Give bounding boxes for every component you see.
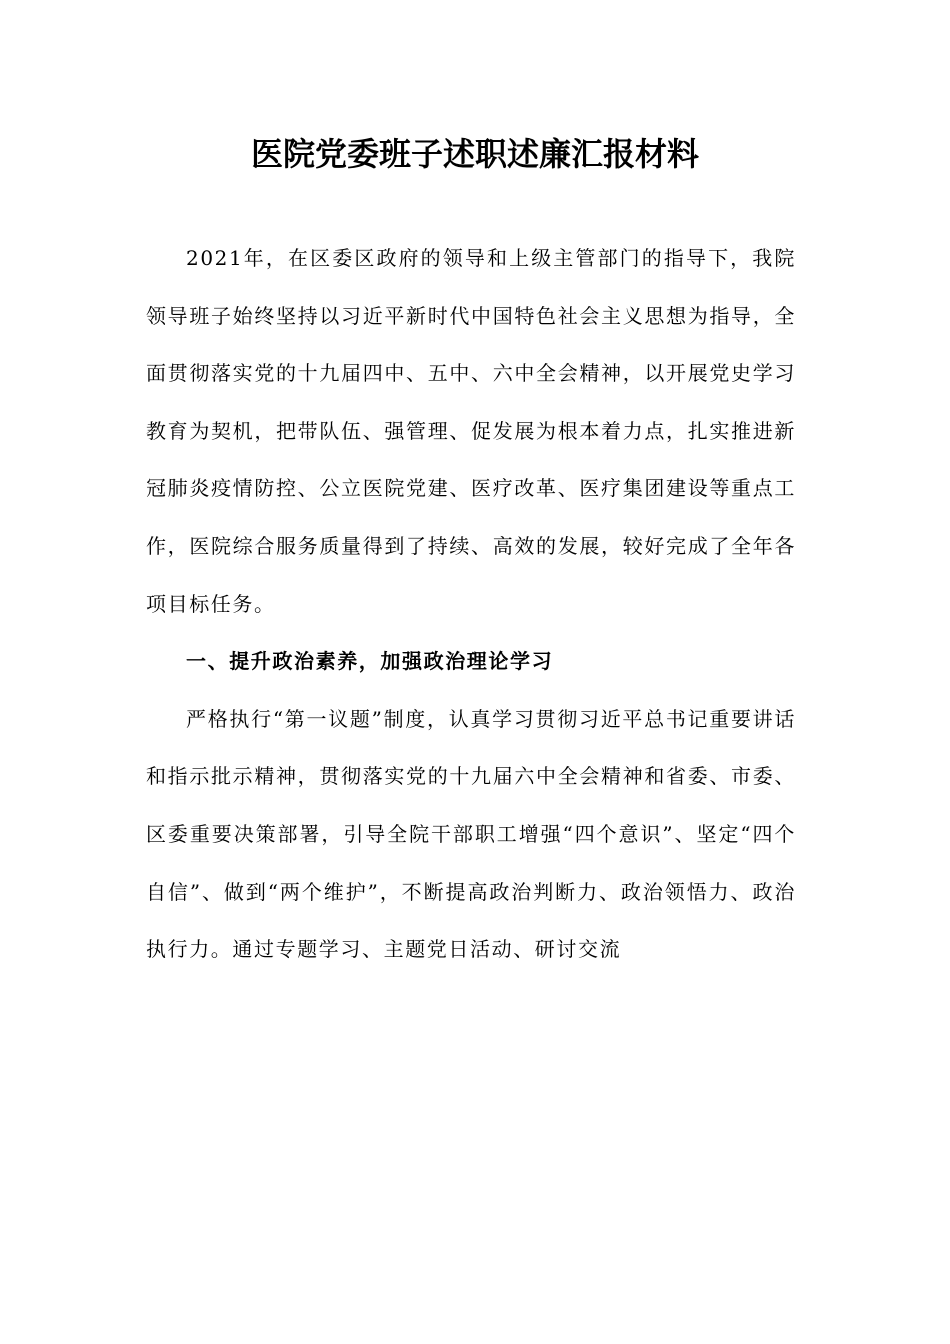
document-body	[146, 230, 796, 979]
document-title: 医院党委班子述职述廉汇报材料	[250, 135, 699, 173]
section-heading-1: 一、提升政治素养，加强政治理论学习	[186, 649, 554, 674]
section-1-paragraph: 严格执行“第一议题”制度，认真学习贯彻习近平总书记重要讲话和指示批示精神，贯彻落实党的十九届六中全会精神和省委、市委、区委重要决策部署，引导全院干部职工增强“四个意识”、坚定“四个自信”、做到“两个维护”，不断提高政治判断力、政治领悟力、政治执行力。通过专题学习、主题党日活动、研讨交流	[146, 706, 796, 962]
intro-paragraph: 2021年，在区委区政府的领导和上级主管部门的指导下，我院领导班子始终坚持以习近平新时代中国特色社会主义思想为指导，全面贯彻落实党的十九届四中、五中、六中全会精神，以开展党史学习教育为契机，把带队伍、强管理、促发展为根本着力点，扎实推进新冠肺炎疫情防控、公立医院党建、医疗改革、医疗集团建设等重点工作，医院综合服务质量得到了持续、高效的发展，较好完成了全年各项目标任务。	[146, 246, 796, 616]
